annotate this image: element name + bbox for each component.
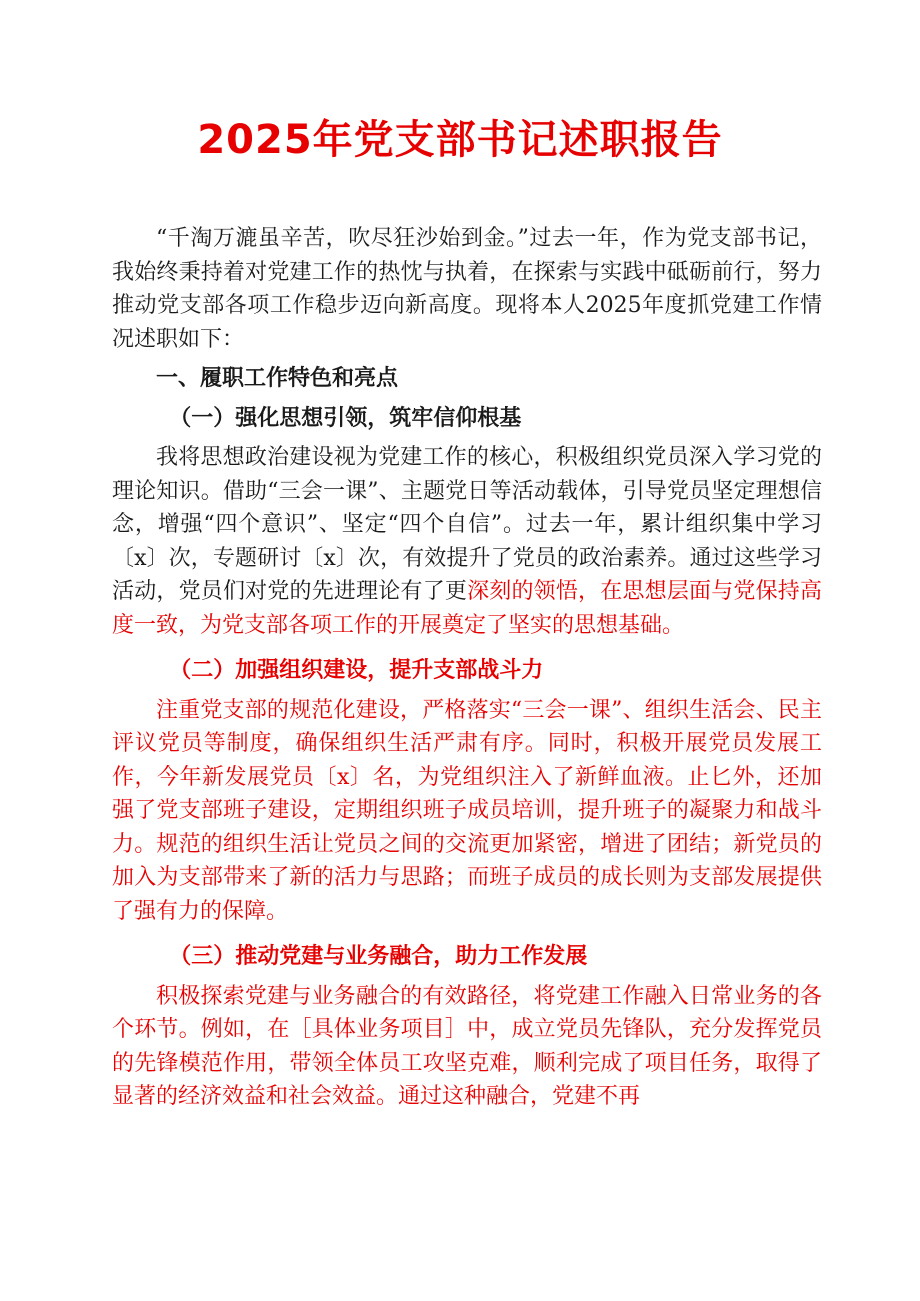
subsection-heading-1: （一）强化思想引领，筑牢信仰根基 <box>169 405 522 431</box>
subsection-1-paragraph <box>112 441 822 642</box>
subsection-3-paragraph: 积极探索党建与业务融合的有效路径，将党建工作融入日常业务的各个环节。例如，在［具体业务项目］中，成立党员先锋队，充分发挥党员的先锋模范作用，带领全体员工攻坚克难，顺利完成了项目任务，取得了显著的经济效益和社会效益。通过这种融合，党建不再 <box>112 983 822 1109</box>
intro-paragraph: “千淘万漉虽辛苦，吹尽狂沙始到金。”过去一年，作为党支部书记，我始终秉持着对党建工作的热忱与执着，在探索与实践中砥砺前行，努力推动党支部各项工作稳步迈向新高度。现将本人2025年度抓党建工作情况述职如下： <box>112 226 822 352</box>
section-heading-1: 一、履职工作特色和亮点 <box>156 366 399 391</box>
subsection-heading-3: （三）推动党建与业务融合，助力工作发展 <box>169 944 588 969</box>
document-title: 2025年党支部书记述职报告 <box>197 117 723 163</box>
subsection-heading-2: （二）加强组织建设，提升支部战斗力 <box>169 658 544 683</box>
subsection-1-text-red: 深刻的领悟，在思想层面与党保持高度一致，为党支部各项工作的开展奠定了坚实的思想基础。 <box>112 579 822 638</box>
document-body <box>112 222 822 1114</box>
subsection-1-text-black: 我将思想政治建设视为党建工作的核心，积极组织党员深入学习党的理论知识。借助“三会一课”、主题党日等活动载体，引导党员坚定理想信念，增强“四个意识”、坚定“四个自信”。过去一年，累计组织集中学习〔x〕次，专题研讨〔x〕次，有效提升了党员的政治素养。通过这些学习活动，党员们对党的先进理论有了更 <box>112 445 822 604</box>
subsection-2-paragraph: 注重党支部的规范化建设，严格落实“三会一课”、组织生活会、民主评议党员等制度，确保组织生活严肃有序。同时，积极开展党员发展工作，今年新发展党员〔x〕名，为党组织注入了新鲜血液。止匕外，还加强了党支部班子建设，定期组织班子成员培训，提升班子的凝聚力和战斗力。规范的组织生活让党员之间的交流更加紧密，增进了团结；新党员的加入为支部带来了新的活力与思路；而班子成员的成长则为支部发展提供了强有力的保障。 <box>112 697 822 924</box>
